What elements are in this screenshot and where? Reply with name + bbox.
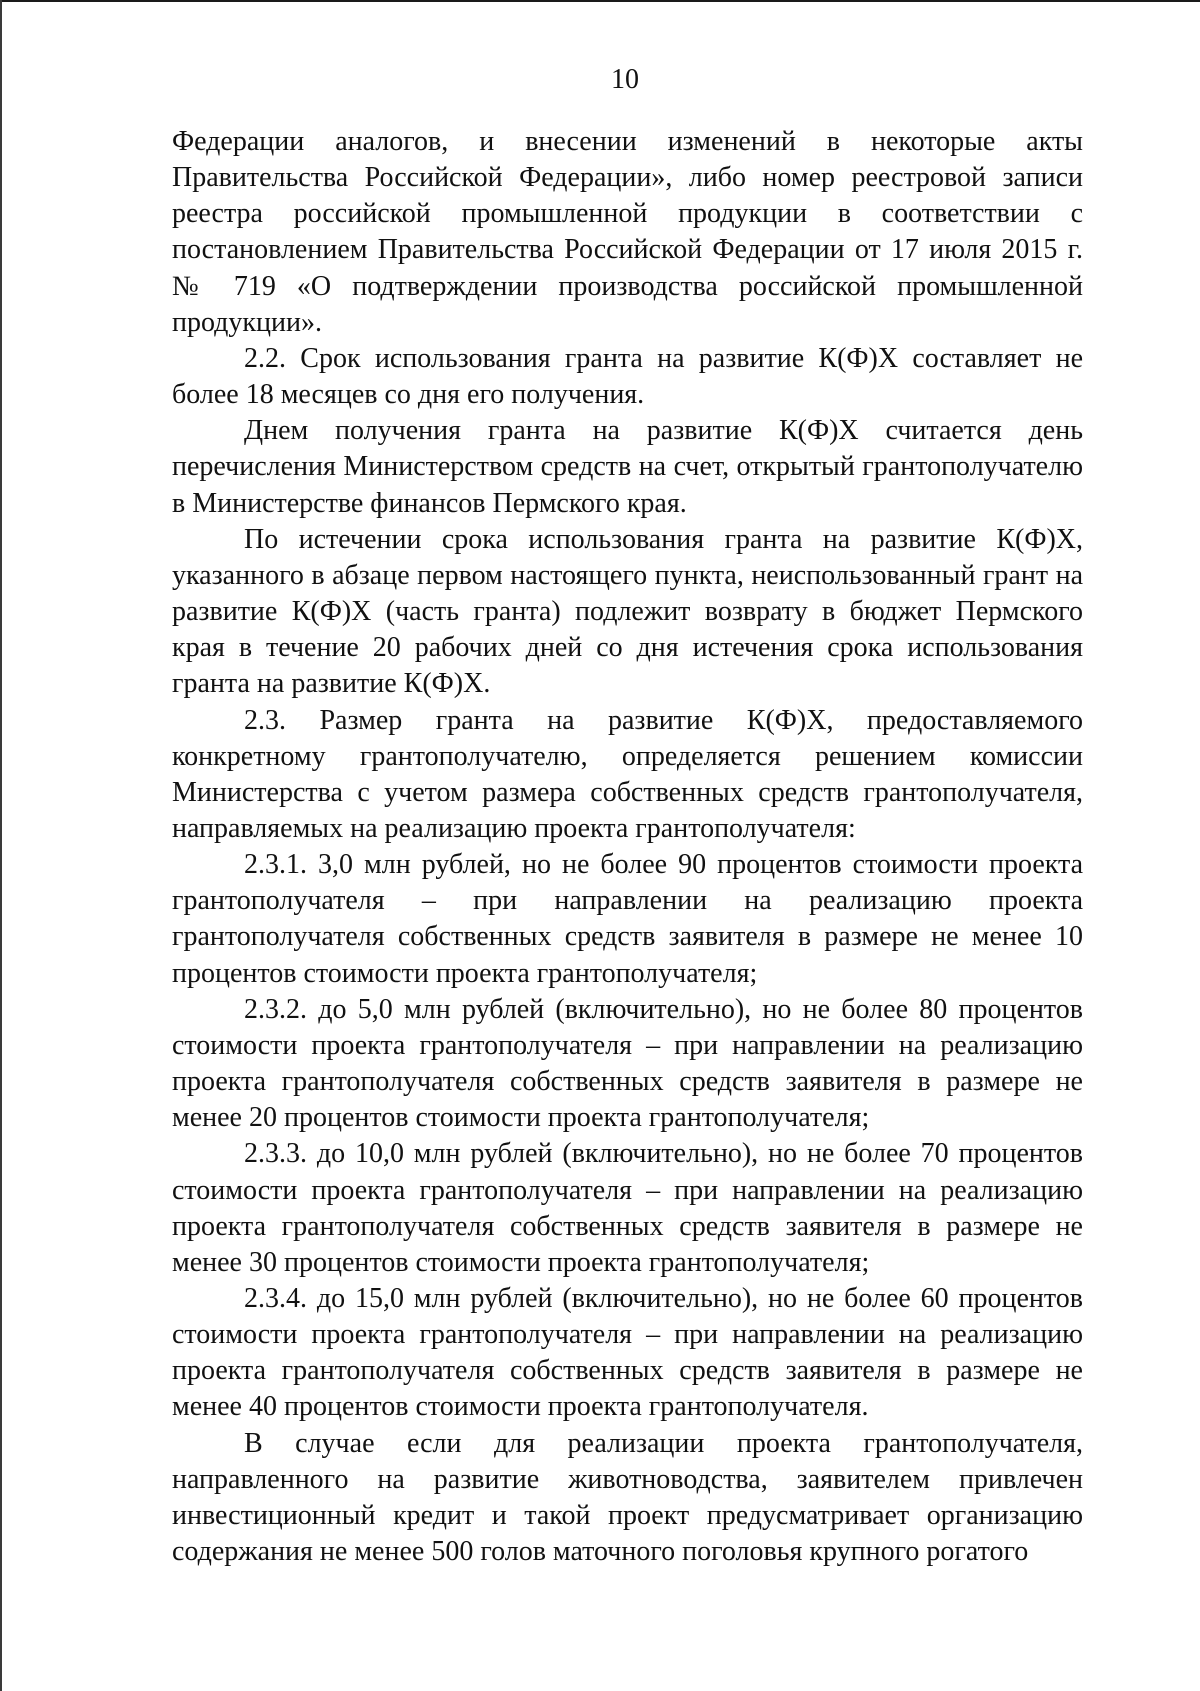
paragraph-2-3-2: 2.3.2. до 5,0 млн рублей (включительно), но не более 80 процентов стоимости проекта грантополучателя – при направлении на реализацию проекта грантополучателя собственных средств заявителя в размере не менее 20 процентов стоимости проекта грантополучателя; <box>172 993 1083 1134</box>
paragraph-2-3-3: 2.3.3. до 10,0 млн рублей (включительно), но не более 70 процентов стоимости проекта грантополучателя – при направлении на реализацию проекта грантополучателя собственных средств заявителя в размере не менее 30 процентов стоимости проекта грантополучателя; <box>172 1138 1083 1278</box>
paragraph-2-3: 2.3. Размер гранта на развитие К(Ф)Х, предоставляемого конкретному грантополучателю, определяется решением комиссии Министерства с учетом размера собственных средств грантополучателя, направляемых на реализацию проекта грантополучателя: <box>172 704 1083 844</box>
page-number: 10 <box>611 64 639 95</box>
paragraph-grant-return: По истечении срока использования гранта на развитие К(Ф)Х, указанного в абзаце первом настоящего пункта, неиспользованный грант на развитие К(Ф)Х (часть гранта) подлежит возврату в бюджет Пермского края в течение 20 рабочих дней со дня истечения срока использования гранта на развитие К(Ф)Х. <box>172 523 1083 700</box>
paragraph-2-3-4: 2.3.4. до 15,0 млн рублей (включительно), но не более 60 процентов стоимости проекта грантополучателя – при направлении на реализацию проекта грантополучателя собственных средств заявителя в размере не менее 40 процентов стоимости проекта грантополучателя. <box>172 1283 1083 1423</box>
paragraph-livestock-case: В случае если для реализации проекта грантополучателя, направленного на развитие животноводства, заявителем привлечен инвестиционный кредит и такой проект предусматривает организацию содержания не менее 500 голов маточного поголовья крупного рогатого <box>172 1427 1083 1568</box>
paragraph-2-3-1: 2.3.1. 3,0 млн рублей, но не более 90 процентов стоимости проекта грантополучателя – при направлении на реализацию проекта грантополучателя собственных средств заявителя в размере не менее 10 процентов стоимости проекта грантополучателя; <box>172 849 1083 989</box>
paragraph-2-2: 2.2. Срок использования гранта на развитие К(Ф)Х составляет не более 18 месяцев со дня его получения. <box>172 342 1083 411</box>
document-body <box>172 124 1083 1570</box>
paragraph-grant-receipt-day: Днем получения гранта на развитие К(Ф)Х считается день перечисления Министерством средств на счет, открытый грантополучателю в Министерстве финансов Пермского края. <box>172 415 1083 519</box>
paragraph-continuation: Федерации аналогов, и внесении изменений в некоторые акты Правительства Российской Федерации», либо номер реестровой записи реестра российской промышленной продукции в соответствии с постановлением Правительства Российской Федерации от 17 июля 2015 г. № 719 «О подтверждении производства российской промышленной продукции». <box>172 126 1083 338</box>
